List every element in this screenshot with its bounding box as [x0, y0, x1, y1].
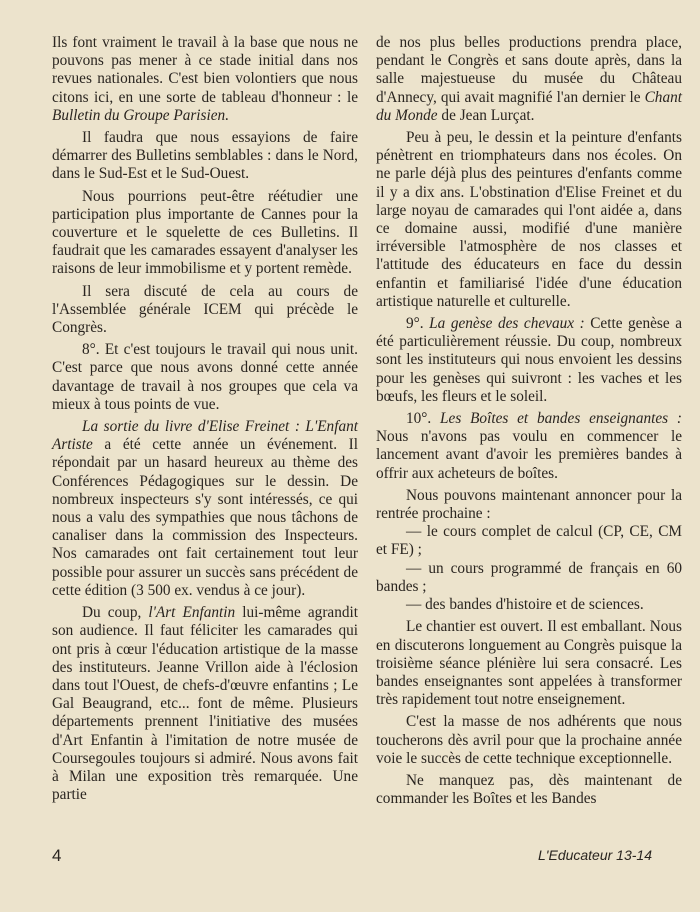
italic-text: La sortie du livre d'Elise Freinet : L'Enfant Artiste: [52, 418, 358, 454]
text: Du coup,: [82, 604, 149, 622]
list-item: — un cours programmé de français en 60 bandes ;: [376, 559, 682, 595]
list-item: — des bandes d'histoire et de sciences.: [406, 596, 644, 614]
paragraph: [376, 34, 682, 125]
italic-text: Bulletin du Groupe Parisien.: [52, 106, 230, 124]
right-column: [376, 34, 682, 812]
text: 10°.: [406, 410, 441, 428]
paragraph: Le chantier est ouvert. Il est emballant. Nous en discuterons longuement au Congrès puisque la troisième séance plénière lui sera consacré. Les bandes enseignantes sont appelées à transformer très rapidement tout notre enseignement.: [376, 618, 682, 709]
paragraph: [52, 34, 358, 125]
paragraph: [52, 604, 358, 804]
list-item: — le cours complet de calcul (CP, CE, CM et FE) ;: [376, 523, 682, 559]
text: 9°.: [406, 315, 430, 333]
italic-text: Les Boîtes et bandes enseignantes :: [440, 410, 682, 428]
paragraph: Nous pourrions peut-être réétudier une participation plus importante de Cannes pour la couverture et le squelette de ces Bulletins. Il faudrait que les camarades essayent d'analyser les raisons de leur immobilisme et y portent remède.: [52, 187, 358, 278]
italic-text: La genèse des chevaux :: [429, 315, 585, 333]
italic-text: Chant du Monde: [376, 88, 682, 124]
paragraph: 8°. Et c'est toujours le travail qui nous unit. C'est parce que nous avons donné cette année davantage de travail à nos groupes que cela va mieux à tous points de vue.: [52, 341, 358, 413]
paragraph: Peu à peu, le dessin et la peinture d'enfants pénètrent en triomphateurs dans nos écoles. On ne parle déjà plus des peintures d'enfants comme il y a dix ans. L'obstination d'Elise Freinet et du large noyau de camarades qui l'ont aidée a, dans ce domaine aussi, modifié d'une manière irréversible l'atmosphère de nos classes et l'attitude des éducateurs en face du dessin enfantin et familiarisé l'idée d'une éducation artistique naturelle et culturelle.: [376, 129, 682, 310]
text: Ils font vraiment le travail à la base que nous ne pouvons pas mener à ce stade initial dans nos revues nationales. C'est bien volontiers que nous citons ici, en une sorte de tableau d'honneur : le: [52, 34, 358, 106]
text: Cette genèse a été particulièrement réussie. Du coup, nombreux sont les instituteurs qui nous envoient les dessins pour les genèses qui suivront : les vaches et les bœufs, les fleurs et le soleil.: [376, 315, 682, 405]
paragraph: [376, 315, 682, 406]
paragraph: Il sera discuté de cela au cours de l'Assemblée générale ICEM qui précède le Congrès.: [52, 282, 358, 337]
paragraph: [376, 410, 682, 483]
paragraph: Ne manquez pas, dès maintenant de commander les Boîtes et les Bandes: [376, 771, 682, 808]
paragraph: [52, 418, 358, 600]
paragraph: Il faudra que nous essayions de faire démarrer des Bulletins semblables : dans le Nord, dans le Sud-Est et le Sud-Ouest.: [52, 129, 358, 183]
left-column: [52, 34, 358, 808]
text: lui-même agrandit son audience. Il faut féliciter les camarades qui ont pris à cœur l'éducation artistique de la masse des instituteurs. Jeanne Vrillon aide à l'éclosion dans tout l'Ouest, de chefs-d'œuvre enfantins ; Le Gal Beaugrand, etc... font de même. Plusieurs départements prennent l'initiative des musées d'Art Enfantin à l'imitation de notre musée de Coursegoules toujours si admiré. Nous avons fait à Milan une exposition très remarquée. Une partie: [52, 604, 359, 804]
text: Nous n'avons pas voulu en commencer le lancement avant d'avoir les premières bandes à offrir aux acheteurs de boîtes.: [376, 428, 682, 482]
text: de nos plus belles productions prendra place, pendant le Congrès et sans doute après, dans la salle majestueuse du musée du Château d'Annecy, qui avait magnifié l'an dernier le: [376, 34, 682, 106]
text: de Jean Lurçat.: [437, 106, 535, 124]
text: a été cette année un événement. Il répondait par un hasard heureux au thème des Conférences Pédagogiques sur le dessin. De nombreux inspecteurs s'y sont intéressés, ce qui nous a valu des sympathies que nous tâchons de canaliser dans la commission des Inspecteurs. Nos camarades ont fait certainement tout leur possible pour assurer un succès sans précédent de cette édition (3 500 ex. vendus à ce jour).: [52, 436, 358, 599]
paragraph: Nous pouvons maintenant annoncer pour la rentrée prochaine :: [376, 486, 682, 523]
paragraph: C'est la masse de nos adhérents que nous toucherons dès avril pour que la prochaine année voie le succès de cette technique exceptionnelle.: [376, 713, 682, 767]
italic-text: l'Art Enfantin: [148, 604, 236, 622]
page-footer: [52, 846, 652, 868]
journal-title: L'Educateur 13-14: [538, 847, 652, 863]
page-number: 4: [52, 846, 62, 865]
